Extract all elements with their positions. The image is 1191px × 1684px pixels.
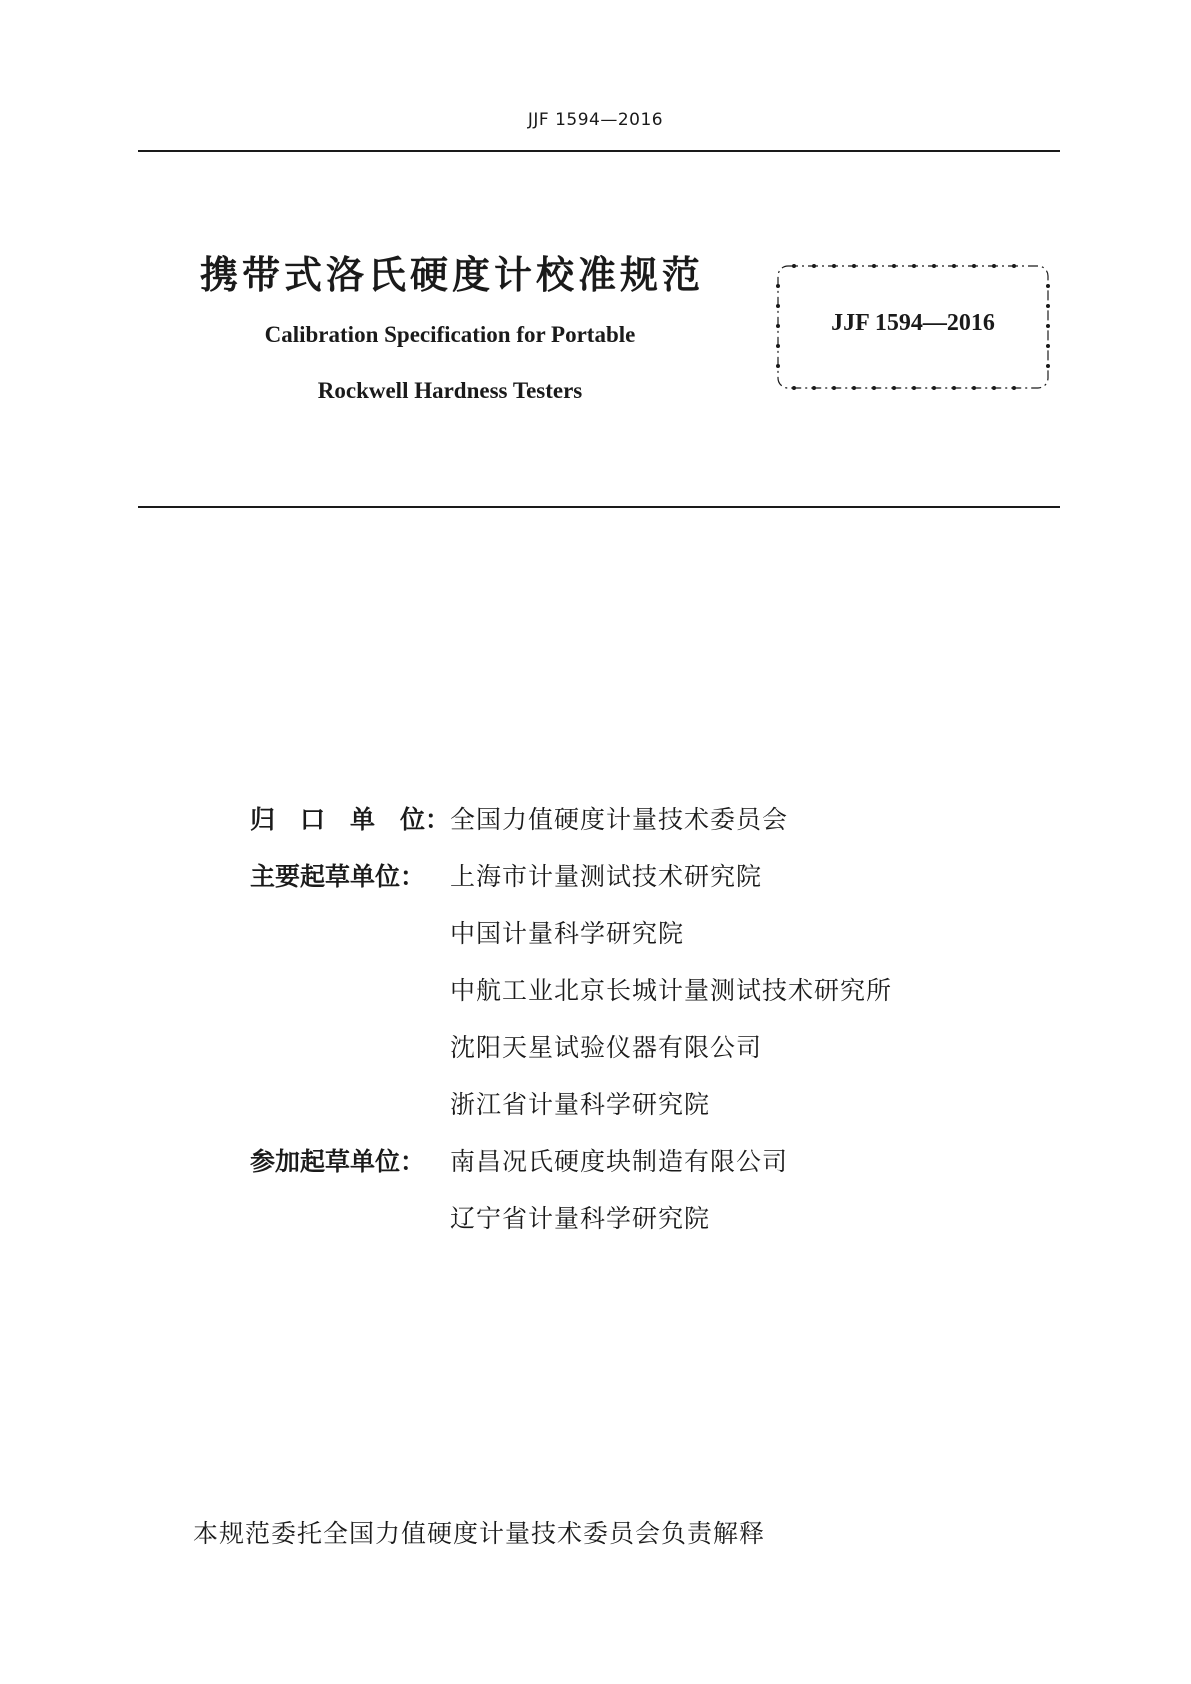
participating-label: 参加起草单位： [250,1147,426,1176]
header-rule [138,150,1060,152]
main-drafting-unit: 中航工业北京长城计量测试技术研究所 [450,976,893,1005]
responsible-unit-row [250,790,788,846]
participating-row [250,1132,788,1188]
main-drafting-row [250,961,892,1017]
participating-unit: 辽宁省计量科学研究院 [450,1204,711,1233]
title-english-line1: Calibration Specification for Portable [264,322,636,347]
main-drafting-label: 主要起草单位： [250,862,426,891]
responsible-unit-label: 归 口 单 位： [250,805,450,834]
title-english-line2: Rockwell Hardness Testers [317,378,583,403]
title-bottom-rule [138,506,1060,508]
participating-row [250,1189,710,1245]
main-drafting-unit: 中国计量科学研究院 [450,919,685,948]
main-drafting-unit: 浙江省计量科学研究院 [450,1090,711,1119]
main-drafting-unit: 沈阳天星试验仪器有限公司 [450,1033,763,1062]
interpretation-note: 本规范委托全国力值硬度计量技术委员会负责解释 [193,1519,766,1548]
title-chinese: 携带式洛氏硬度计校准规范 [200,253,705,297]
standard-code-text: JJF 1594—2016 [831,310,995,336]
header-standard-code: JJF 1594—2016 [527,110,664,130]
participating-unit: 南昌况氏硬度块制造有限公司 [450,1147,789,1176]
main-drafting-row [250,847,762,903]
responsible-unit-value: 全国力值硬度计量技术委员会 [450,805,789,834]
main-drafting-row [250,904,684,960]
main-drafting-unit: 上海市计量测试技术研究院 [450,862,763,891]
standard-code-box [774,262,1052,392]
main-drafting-row [250,1075,710,1131]
main-drafting-row [250,1018,762,1074]
